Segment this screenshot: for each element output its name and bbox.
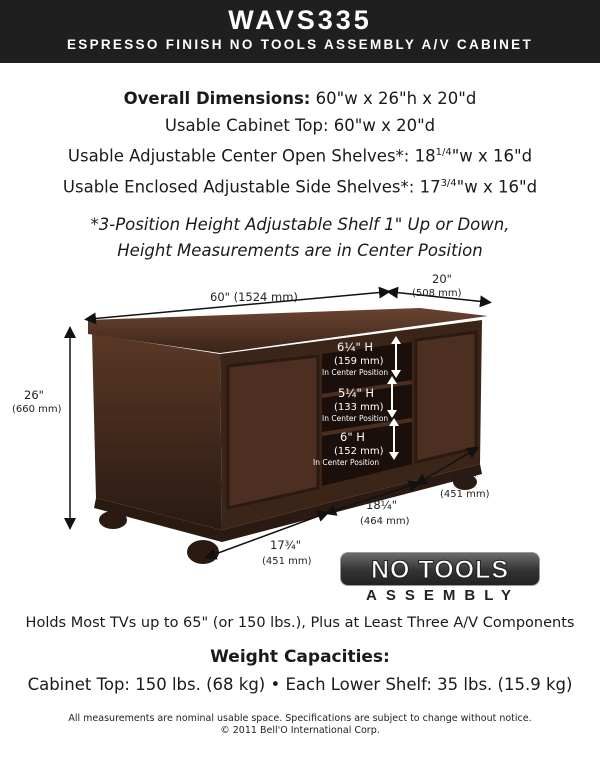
tv-capacity-text: Holds Most TVs up to 65" (or 150 lbs.), Plus at Least Three A/V Components bbox=[25, 615, 575, 631]
footer-disclaimer bbox=[0, 713, 600, 737]
height-mm-label: (660 mm) bbox=[12, 404, 62, 415]
shelf1-height-label: 6¼" H bbox=[337, 340, 374, 354]
center-shelf-width-label: 18¼" bbox=[366, 498, 398, 512]
left-end-face bbox=[92, 334, 222, 530]
shelf3-mm-label: (152 mm) bbox=[334, 446, 384, 457]
left-shelf-width-label: 17¾" bbox=[270, 538, 302, 552]
title-banner bbox=[0, 0, 600, 63]
side-shelves-fraction: 3/4 bbox=[440, 177, 457, 189]
adjustable-shelf-note bbox=[0, 212, 600, 264]
center-shelves-fraction: 1/4 bbox=[435, 147, 452, 158]
note-line-2: Height Measurements are in Center Position bbox=[117, 241, 483, 260]
cabinet-top-spec: Usable Cabinet Top: 60"w x 20"d bbox=[164, 116, 436, 135]
foot-left bbox=[99, 511, 127, 529]
footer-line-1: All measurements are nominal usable space. Specifications are subject to change without notice. bbox=[68, 713, 532, 724]
shelf2-mm-label: (133 mm) bbox=[334, 402, 384, 413]
depth-mm-label: (508 mm) bbox=[412, 288, 462, 299]
shelf1-mm-label: (159 mm) bbox=[334, 356, 384, 367]
overall-dimensions bbox=[0, 85, 600, 112]
overall-label: Overall Dimensions: bbox=[123, 89, 311, 108]
width-label: 60" (1524 mm) bbox=[210, 290, 298, 304]
no-tools-logo bbox=[340, 552, 540, 604]
overall-value: 60"w x 26"h x 20"d bbox=[315, 89, 477, 108]
shelf1-position-label: In Center Position bbox=[322, 368, 389, 377]
right-shelf-mm-label: (451 mm) bbox=[440, 489, 490, 500]
model-number: WAVS335 bbox=[228, 5, 372, 35]
center-shelves-spec bbox=[0, 139, 600, 170]
center-shelves-text: Usable Adjustable Center Open Shelves*: 18 bbox=[67, 146, 436, 166]
logo-sub-text: ASSEMBLY bbox=[366, 587, 520, 604]
right-door bbox=[416, 332, 476, 462]
logo-main-text: NO TOOLS bbox=[370, 556, 510, 584]
foot-front-left bbox=[187, 540, 219, 564]
side-shelves-suffix: "w x 16"d bbox=[456, 177, 538, 196]
shelf2-height-label: 5¼" H bbox=[338, 386, 375, 400]
right-shelf-width-label: 17¾" bbox=[446, 471, 478, 485]
center-shelf-mm-label: (464 mm) bbox=[360, 516, 410, 527]
note-line-1: *3-Position Height Adjustable Shelf 1" Up or Down, bbox=[90, 215, 510, 234]
product-subtitle: ESPRESSO FINISH NO TOOLS ASSEMBLY A/V CABINET bbox=[66, 37, 534, 52]
left-door bbox=[228, 356, 318, 508]
shelf2-position-label: In Center Position bbox=[322, 414, 389, 423]
footer-copyright: © 2011 Bell'O International Corp. bbox=[220, 725, 380, 736]
weight-capacities-title: Weight Capacities: bbox=[210, 647, 390, 667]
depth-label: 20" bbox=[432, 272, 452, 286]
shelf3-height-label: 6" H bbox=[340, 430, 365, 444]
center-shelves-suffix: "w x 16"d bbox=[451, 146, 533, 166]
side-shelves-text: Usable Enclosed Adjustable Side Shelves*: 17 bbox=[62, 177, 441, 196]
left-shelf-mm-label: (451 mm) bbox=[262, 556, 312, 567]
height-label: 26" bbox=[24, 388, 44, 402]
weight-capacities-values: Cabinet Top: 150 lbs. (68 kg) • Each Lower Shelf: 35 lbs. (15.9 kg) bbox=[27, 675, 573, 694]
shelf3-position-label: In Center Position bbox=[313, 458, 380, 467]
side-shelves-spec bbox=[0, 170, 600, 201]
dimension-specs bbox=[0, 85, 600, 200]
cabinet-diagram bbox=[0, 268, 600, 588]
logo-badge bbox=[340, 552, 540, 586]
